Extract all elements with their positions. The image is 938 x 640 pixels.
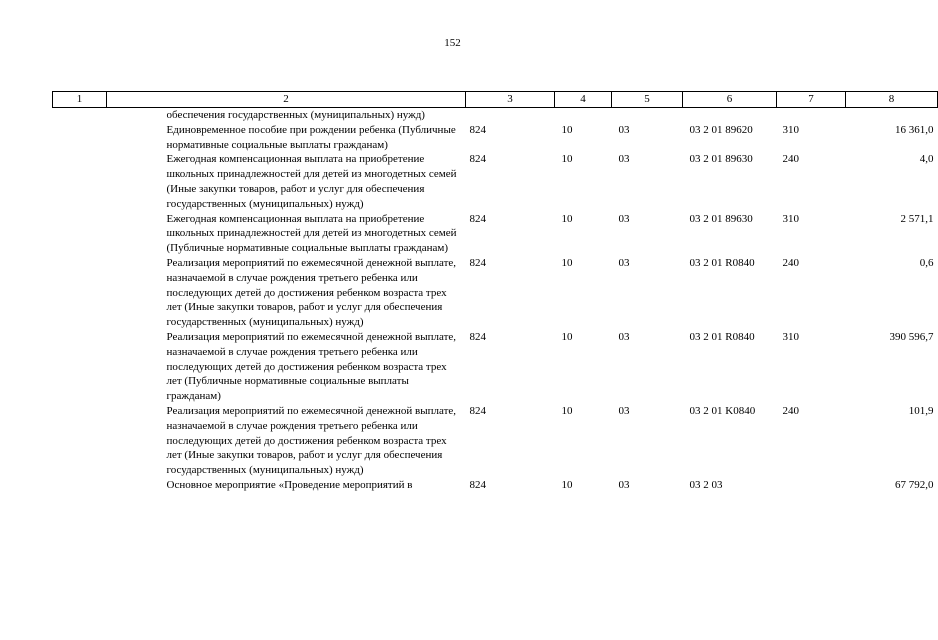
vr-cell: 310 xyxy=(782,330,799,343)
sum-cell: 0,6 xyxy=(919,256,934,269)
csr-cell: 03 2 01 89630 xyxy=(689,212,753,225)
continuation-text: обеспечения государственных (муниципальных) нужд) xyxy=(166,109,425,121)
name-cell: Ежегодная компенсационная выплата на приобретение школьных принадлежностей для детей из многодетных семей (Публичные нормативные социальные выплаты гражданам) xyxy=(166,212,457,255)
table-row xyxy=(53,123,938,153)
continuation-row xyxy=(53,108,938,123)
rz-cell: 10 xyxy=(561,123,573,136)
rz-cell: 10 xyxy=(561,256,573,269)
sum-cell: 16 361,0 xyxy=(895,123,934,136)
vr-cell xyxy=(777,478,846,493)
csr-cell: 03 2 03 xyxy=(689,478,723,491)
sum-cell: 390 596,7 xyxy=(889,330,934,343)
name-cell: Реализация мероприятий по ежемесячной денежной выплате, назначаемой в случае рождения третьего ребенка или последующих детей до достижения ребенком возраста трех лет (Иные закупки товаров, работ и услуг для обеспечения государственных (муниципальных) нужд) xyxy=(166,256,457,329)
pr-cell: 03 xyxy=(618,212,630,225)
grbs-cell: 824 xyxy=(469,404,486,417)
csr-cell: 03 2 01 K0840 xyxy=(689,404,756,417)
pr-cell: 03 xyxy=(618,123,630,136)
rz-cell: 10 xyxy=(561,404,573,417)
table-row xyxy=(53,212,938,256)
table-row xyxy=(53,152,938,211)
budget-table xyxy=(52,91,938,493)
name-cell: Основное мероприятие «Проведение мероприятий в xyxy=(166,478,413,491)
sum-cell: 101,9 xyxy=(908,404,934,417)
header-col-4: 4 xyxy=(555,92,612,108)
grbs-cell: 824 xyxy=(469,256,486,269)
grbs-cell: 824 xyxy=(469,330,486,343)
pr-cell: 03 xyxy=(618,256,630,269)
vr-cell: 240 xyxy=(782,153,799,166)
vr-cell: 310 xyxy=(782,212,799,225)
header-col-3: 3 xyxy=(466,92,555,108)
rz-cell: 10 xyxy=(561,330,573,343)
grbs-cell: 824 xyxy=(469,478,486,491)
pr-cell: 03 xyxy=(618,404,630,417)
vr-cell: 240 xyxy=(782,256,799,269)
table-row xyxy=(53,330,938,404)
pr-cell: 03 xyxy=(618,478,630,491)
header-col-6: 6 xyxy=(683,92,777,108)
csr-cell: 03 2 01 89620 xyxy=(689,123,753,136)
name-cell: Ежегодная компенсационная выплата на приобретение школьных принадлежностей для детей из многодетных семей (Иные закупки товаров, работ и услуг для обеспечения государственных (муниципальных) нужд) xyxy=(166,153,457,210)
grbs-cell: 824 xyxy=(469,153,486,166)
header-col-2: 2 xyxy=(107,92,466,108)
csr-cell: 03 2 01 89630 xyxy=(689,153,753,166)
sum-cell: 4,0 xyxy=(919,153,934,166)
csr-cell: 03 2 01 R0840 xyxy=(689,330,755,343)
header-col-8: 8 xyxy=(846,92,938,108)
pr-cell: 03 xyxy=(618,330,630,343)
vr-cell: 310 xyxy=(782,123,799,136)
table-row xyxy=(53,404,938,478)
header-col-7: 7 xyxy=(777,92,846,108)
header-col-1: 1 xyxy=(53,92,107,108)
rz-cell: 10 xyxy=(561,478,573,491)
page-number: 152 xyxy=(444,37,461,49)
name-cell: Реализация мероприятий по ежемесячной денежной выплате, назначаемой в случае рождения третьего ребенка или последующих детей до достижения ребенком возраста трех лет (Иные закупки товаров, работ и услуг для обеспечения государственных (муниципальных) нужд) xyxy=(166,404,457,477)
name-cell: Единовременное пособие при рождении ребенка (Публичные нормативные социальные выплаты гражданам) xyxy=(166,123,456,151)
sum-cell: 2 571,1 xyxy=(900,212,934,225)
pr-cell: 03 xyxy=(618,153,630,166)
table-row xyxy=(53,256,938,330)
csr-cell: 03 2 01 R0840 xyxy=(689,256,755,269)
table-header xyxy=(53,92,938,108)
table-row xyxy=(53,478,938,493)
rz-cell: 10 xyxy=(561,212,573,225)
grbs-cell: 824 xyxy=(469,123,486,136)
name-cell: Реализация мероприятий по ежемесячной денежной выплате, назначаемой в случае рождения третьего ребенка или последующих детей до достижения ребенком возраста трех лет (Публичные нормативные социальные выплаты гражданам) xyxy=(166,330,457,403)
grbs-cell: 824 xyxy=(469,212,486,225)
sum-cell: 67 792,0 xyxy=(895,478,934,491)
vr-cell: 240 xyxy=(782,404,799,417)
rz-cell: 10 xyxy=(561,153,573,166)
header-col-5: 5 xyxy=(612,92,683,108)
